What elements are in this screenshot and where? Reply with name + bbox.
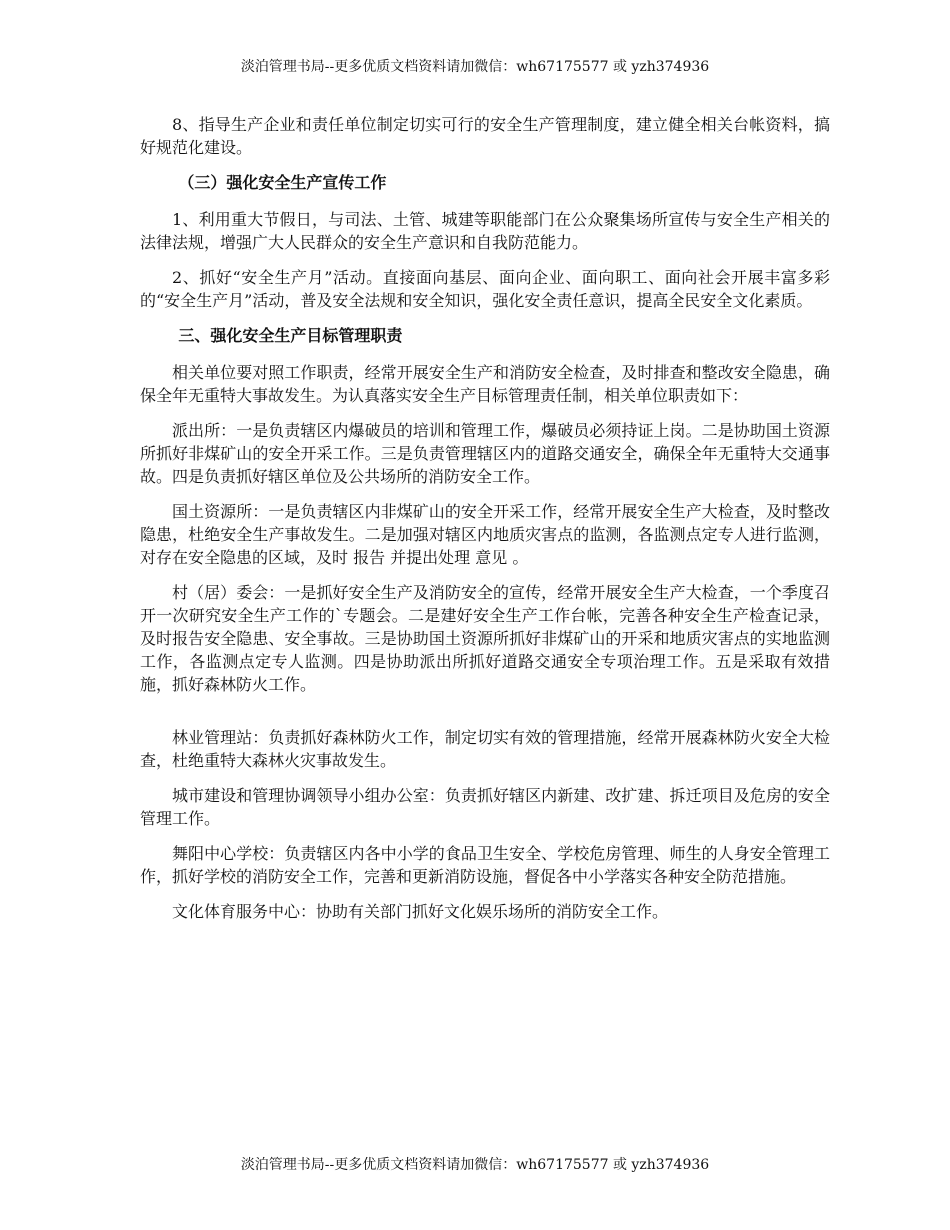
paragraph-forestry-station: 林业管理站：负责抓好森林防火工作，制定切实有效的管理措施，经常开展森林防火安全大检查，杜绝重特大森林火灾事故发生。 <box>140 728 830 770</box>
paragraph-land-resources: 国土资源所：一是负责辖区内非煤矿山的安全开采工作，经常开展安全生产大检查，及时整改隐患，杜绝安全生产事故发生。二是加强对辖区内地质灾害点的监测，各监测点定专人进行监测，对存在安全隐患的区域，及时 报告 并提出处理 意见 。 <box>140 502 830 567</box>
paragraph-urban-construction: 城市建设和管理协调领导小组办公室：负责抓好辖区内新建、改扩建、拆迁项目及危房的安全管理工作。 <box>140 786 830 828</box>
paragraph-central-school: 舞阳中心学校：负责辖区内各中小学的食品卫生安全、学校危房管理、师生的人身安全管理工作，抓好学校的消防安全工作，完善和更新消防设施，督促各中小学落实各种安全防范措施。 <box>140 844 830 886</box>
page-footer: 淡泊管理书局--更多优质文档资料请加微信：wh67175577 或 yzh374936 <box>240 1157 710 1173</box>
paragraph-holiday-publicity: 1、利用重大节假日，与司法、土管、城建等职能部门在公众聚集场所宣传与安全生产相关的法律法规，增强广大人民群众的安全生产意识和自我防范能力。 <box>140 210 830 252</box>
paragraph-item-8: 8、指导生产企业和责任单位制定切实可行的安全生产管理制度，建立健全相关台帐资料，搞好规范化建设。 <box>140 115 830 157</box>
page-header: 淡泊管理书局--更多优质文档资料请加微信：wh67175577 或 yzh374936 <box>240 59 710 75</box>
section-heading-publicity: （三）强化安全生产宣传工作 <box>178 173 387 192</box>
section-heading-responsibilities: 三、强化安全生产目标管理职责 <box>178 326 403 345</box>
paragraph-safety-month: 2、抓好“安全生产月”活动。直接面向基层、面向企业、面向职工、面向社会开展丰富多彩的“安全生产月”活动，普及安全法规和安全知识，强化安全责任意识，提高全民安全文化素质。 <box>140 268 830 310</box>
paragraph-responsibilities-intro: 相关单位要对照工作职责，经常开展安全生产和消防安全检查，及时排查和整改安全隐患，确保全年无重特大事故发生。为认真落实安全生产目标管理责任制，相关单位职责如下： <box>140 363 830 405</box>
paragraph-village-committee: 村（居）委会：一是抓好安全生产及消防安全的宣传，经常开展安全生产大检查，一个季度召开一次研究安全生产工作的`专题会。二是建好安全生产工作台帐，完善各种安全生产检查记录，及时报告安全隐患、安全事故。三是协助国土资源所抓好非煤矿山的开采和地质灾害点的实地监测工作，各监测点定专人监测。四是协助派出所抓好道路交通安全专项治理工作。五是采取有效措施，抓好森林防火工作。 <box>140 583 830 694</box>
paragraph-police-station: 派出所：一是负责辖区内爆破员的培训和管理工作，爆破员必须持证上岗。二是协助国土资源所抓好非煤矿山的安全开采工作。三是负责管理辖区内的道路交通安全，确保全年无重特大交通事故。四是负责抓好辖区单位及公共场所的消防安全工作。 <box>140 421 830 486</box>
document-body <box>140 113 830 935</box>
spacer <box>140 708 830 726</box>
paragraph-culture-sports: 文化体育服务中心：协助有关部门抓好文化娱乐场所的消防安全工作。 <box>172 902 669 921</box>
